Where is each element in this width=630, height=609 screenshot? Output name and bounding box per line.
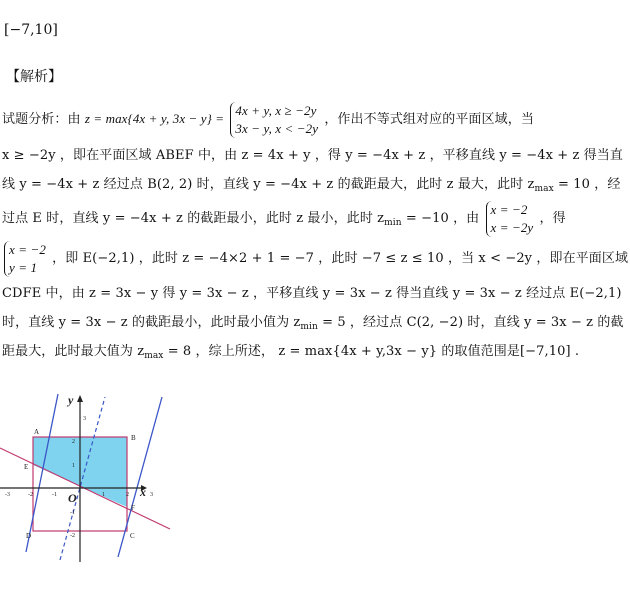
line-1-formula: z = max{4x + y, 3x − y} = [84,111,225,126]
origin-label: O [68,491,77,505]
line-1-tail: ，作出不等式组对应的平面区域，当 [324,112,534,127]
system-2-eq-2: y = 1 [9,259,38,275]
point-C: C [130,532,135,540]
answer-text: [−7,10] [4,22,58,38]
y-tick-2: 2 [72,439,75,445]
analysis-header: 【解析】 [6,69,62,85]
x-tick-3: 3 [150,492,153,498]
line-6: CDFE 中，由 z = 3x − y 得 y = 3x − z ，平移直线 y = 3x − z 得当直线 y = 3x − z 经过点 E(−2,1) [2,286,622,301]
point-A: A [34,428,40,436]
y-axis-arrow-icon [77,395,83,402]
line-7 [2,308,626,337]
system-1-eq-2: x = −2y [490,219,534,235]
line-1-lead: 试题分析：由 [2,112,81,127]
line-7-a: 时，直线 y = 3x − z 的截距最小，此时最小值为 z [2,315,301,330]
x-tick-2: 2 [126,492,129,498]
line-3-sub: max [534,184,554,194]
line-4-sub: min [384,218,402,228]
line-3-b: = 10 ，经 [553,177,621,192]
line-5-tail: ，即 E(−2,1) ，此时 z = −4×2 + 1 = −7 ，此时 −7 ≤ z ≤ 10 ，当 x < −2y ，即在平面区域 [52,251,629,266]
piecewise-brace [230,102,318,138]
point-E: E [24,463,29,471]
y-tick--2: -2 [70,533,75,539]
y-tick-3: 3 [83,416,86,422]
analysis-paragraph [2,102,629,366]
point-F: F [131,504,135,512]
point-B: B [131,434,136,442]
line-2: x ≥ −2y ，即在平面区域 ABEF 中，由 z = 4x + y ，得 y = −4x + z ，平移直线 y = −4x + z 得当直 [2,148,623,163]
y-axis-label: y [68,393,74,407]
line-3-a: 线 y = −4x + z 经过点 B(2, 2) 时，直线 y = −4x + z 的截距最大，此时 z 最大，此时 z [2,177,535,192]
line-8-b: = 8 ，综上所述， z = max{4x + y,3x − y} 的取值范围是[−7,10] . [163,344,580,359]
x-tick-1: 1 [102,492,105,498]
line-1 [2,97,626,141]
x-tick--2: -2 [28,492,33,498]
line-4-b: = −10 ，由 [401,211,480,226]
line-8-a: 距最大，此时最大值为 z [2,344,145,359]
line-3 [2,170,626,199]
line-5 [2,239,629,279]
line-4-a: 过点 E 时，直线 y = −4x + z 的截距最小，此时 z 最小，此时 z [2,211,385,226]
region-graph [0,392,180,562]
line-8 [2,337,626,366]
line-4 [2,199,626,239]
x-axis-label: x [140,485,146,499]
system-brace-1 [486,201,534,237]
y-tick--1: -1 [70,510,75,516]
system-brace-2 [4,241,46,277]
system-1-eq-1: x = −2 [490,201,528,217]
line-7-b: = 5 ，经过点 C(2, −2) 时，直线 y = 3x − z 的截 [317,315,624,330]
point-D: D [26,532,32,540]
y-tick-1: 1 [72,463,75,469]
line-7-sub: min [300,322,318,332]
system-2-eq-1: x = −2 [9,241,46,257]
x-tick--3: -3 [5,492,10,498]
x-tick--1: -1 [52,492,57,498]
line-4-tail: ，得 [539,211,566,226]
line-8-sub: max [144,351,164,361]
piecewise-case-1: 4x + y, x ≥ −2y [235,102,317,118]
piecewise-case-2: 3x − y, x < −2y [235,120,319,136]
